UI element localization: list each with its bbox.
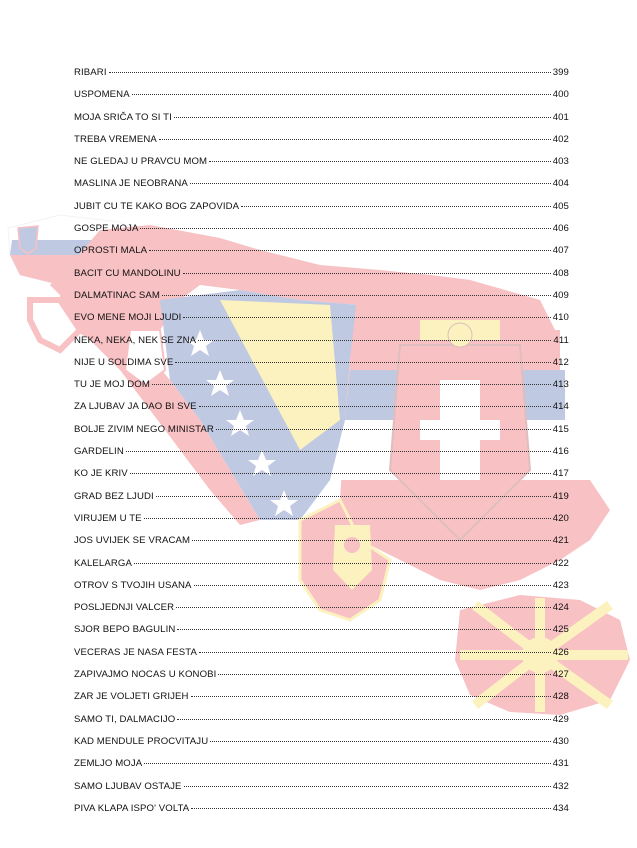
toc-dot-leader	[191, 696, 551, 697]
toc-entry-page-number: 402	[552, 133, 569, 145]
toc-entry[interactable]	[74, 67, 569, 89]
toc-dot-leader	[177, 719, 550, 720]
toc-entry-title: KO JE KRIV	[74, 468, 128, 480]
toc-entry-title: POSLJEDNJI VALCER	[74, 602, 175, 614]
toc-entry-page-number: 410	[552, 312, 569, 324]
toc-entry[interactable]	[74, 245, 569, 267]
toc-entry-title: OTROV S TVOJIH USANA	[74, 579, 192, 591]
toc-entry-page-number: 423	[552, 579, 569, 591]
toc-entry-page-number: 425	[552, 624, 569, 636]
toc-entry[interactable]	[74, 201, 569, 223]
toc-entry-page-number: 412	[552, 356, 569, 368]
toc-entry-page-number: 400	[552, 89, 569, 101]
toc-entry-page-number: 407	[552, 245, 569, 257]
toc-entry-page-number: 408	[552, 267, 569, 279]
toc-entry-page-number: 419	[552, 490, 569, 502]
toc-dot-leader	[192, 540, 551, 541]
toc-entry-page-number: 431	[552, 758, 569, 770]
toc-dot-leader	[177, 629, 550, 630]
toc-entry-title: ZAPIVAJMO NOCAS U KONOBI	[74, 669, 217, 681]
toc-entry[interactable]	[74, 491, 569, 513]
toc-entry-title: OPROSTI MALA	[74, 245, 148, 257]
toc-dot-leader	[183, 273, 551, 274]
toc-entry[interactable]	[74, 424, 569, 446]
toc-entry[interactable]	[74, 468, 569, 490]
toc-entry-title: ZA LJUBAV JA DAO BI SVE	[74, 401, 197, 413]
toc-entry[interactable]	[74, 781, 569, 803]
toc-entry-page-number: 427	[552, 669, 569, 681]
toc-dot-leader	[162, 295, 551, 296]
toc-entry[interactable]	[74, 156, 569, 178]
toc-dot-leader	[176, 607, 551, 608]
toc-entry-title: JUBIT CU TE KAKO BOG ZAPOVIDA	[74, 200, 240, 212]
toc-entry-page-number: 424	[552, 602, 569, 614]
toc-entry-title: GARDELIN	[74, 446, 124, 458]
toc-dot-leader	[130, 473, 551, 474]
toc-entry-page-number: 430	[552, 735, 569, 747]
toc-dot-leader	[140, 228, 550, 229]
toc-entry-title: SJOR BEPO BAGULIN	[74, 624, 176, 636]
toc-dot-leader	[191, 808, 550, 809]
toc-entry-title: NIJE U SOLDIMA SVE	[74, 356, 174, 368]
toc-entry-title: PIVA KLAPA ISPO' VOLTA	[74, 802, 190, 814]
toc-entry-page-number: 409	[552, 289, 569, 301]
toc-dot-leader	[184, 786, 551, 787]
toc-dot-leader	[144, 763, 550, 764]
toc-entry-title: VECERAS JE NASA FESTA	[74, 646, 197, 658]
toc-entry[interactable]	[74, 379, 569, 401]
toc-entry-page-number: 434	[552, 802, 569, 814]
toc-entry-page-number: 417	[552, 468, 569, 480]
toc-entry-title: NE GLEDAJ U PRAVCU MOM	[74, 156, 208, 168]
toc-entry[interactable]	[74, 580, 569, 602]
toc-entry[interactable]	[74, 602, 569, 624]
toc-dot-leader	[109, 72, 551, 73]
toc-entry-page-number: 416	[552, 446, 569, 458]
toc-entry[interactable]	[74, 401, 569, 423]
toc-entry-page-number: 411	[553, 334, 569, 346]
toc-entry[interactable]	[74, 268, 569, 290]
toc-dot-leader	[149, 250, 551, 251]
toc-entry-page-number: 421	[552, 535, 569, 547]
toc-entry-title: DALMATINAC SAM	[74, 289, 160, 301]
toc-dot-leader	[174, 117, 551, 118]
toc-dot-leader	[216, 429, 551, 430]
toc-entry[interactable]	[74, 758, 569, 780]
toc-dot-leader	[209, 161, 551, 162]
toc-entry[interactable]	[74, 624, 569, 646]
toc-entry-title: BOLJE ZIVIM NEGO MINISTAR	[74, 423, 214, 435]
toc-entry[interactable]	[74, 134, 569, 156]
toc-entry-page-number: 432	[552, 780, 569, 792]
toc-dot-leader	[198, 340, 551, 341]
toc-entry[interactable]	[74, 669, 569, 691]
toc-entry-page-number: 415	[552, 423, 569, 435]
toc-entry-page-number: 404	[552, 178, 569, 190]
toc-entry-title: MOJA SRIČA TO SI TI	[74, 111, 172, 123]
toc-dot-leader	[152, 384, 551, 385]
toc-dot-leader	[175, 362, 550, 363]
toc-dot-leader	[132, 94, 551, 95]
toc-entry-title: GOSPE MOJA	[74, 223, 139, 235]
toc-entry[interactable]	[74, 558, 569, 580]
toc-entry-title: NEKA, NEKA, NEK SE ZNA	[74, 334, 197, 346]
toc-entry[interactable]	[74, 736, 569, 758]
toc-entry[interactable]	[74, 446, 569, 468]
toc-dot-leader	[210, 741, 550, 742]
toc-entry-title: TREBA VREMENA	[74, 133, 157, 145]
toc-dot-leader	[144, 518, 551, 519]
toc-entry-title: KALELARGA	[74, 557, 132, 569]
toc-entry-title: MASLINA JE NEOBRANA	[74, 178, 188, 190]
toc-entry-title: RIBARI	[74, 67, 107, 78]
toc-dot-leader	[199, 652, 551, 653]
toc-entry-title: ZEMLJO MOJA	[74, 758, 143, 770]
toc-dot-leader	[199, 406, 551, 407]
toc-entry-page-number: 401	[552, 111, 569, 123]
toc-entry-title: BACIT CU MANDOLINU	[74, 267, 181, 279]
toc-entry-title: SAMO LJUBAV OSTAJE	[74, 780, 182, 792]
toc-entry-title: ZAR JE VOLJETI GRIJEH	[74, 691, 189, 703]
toc-entry-page-number: 406	[552, 223, 569, 235]
toc-entry-page-number: 420	[552, 512, 569, 524]
toc-dot-leader	[194, 585, 551, 586]
toc-entry[interactable]	[74, 803, 569, 825]
toc-entry[interactable]	[74, 290, 569, 312]
toc-entry-page-number: 422	[552, 557, 569, 569]
toc-entry[interactable]	[74, 714, 569, 736]
toc-entry[interactable]	[74, 223, 569, 245]
toc-entry[interactable]	[74, 357, 569, 379]
toc-dot-leader	[134, 563, 551, 564]
toc-dot-leader	[159, 139, 551, 140]
toc-entry-page-number: 414	[552, 401, 569, 413]
toc-entry[interactable]	[74, 312, 569, 334]
toc-entry-title: VIRUJEM U TE	[74, 512, 142, 524]
toc-entry[interactable]	[74, 691, 569, 713]
toc-entry-page-number: 429	[552, 713, 569, 725]
toc-entry-page-number: 426	[552, 646, 569, 658]
toc-dot-leader	[241, 206, 551, 207]
toc-entry-title: JOS UVIJEK SE VRACAM	[74, 535, 191, 547]
toc-entry-title: USPOMENA	[74, 89, 130, 101]
toc-entry[interactable]	[74, 89, 569, 111]
toc-dot-leader	[183, 317, 550, 318]
toc-entry[interactable]	[74, 178, 569, 200]
toc-entry-page-number: 399	[552, 67, 569, 78]
toc-entry-page-number: 428	[552, 691, 569, 703]
toc-entry-page-number: 403	[552, 156, 569, 168]
toc-entry[interactable]	[74, 647, 569, 669]
toc-entry-title: GRAD BEZ LJUDI	[74, 490, 154, 502]
toc-entry-title: SAMO TI, DALMACIJO	[74, 713, 176, 725]
toc-entry-page-number: 413	[552, 379, 569, 391]
toc-dot-leader	[126, 451, 551, 452]
table-of-contents	[74, 67, 569, 825]
toc-entry[interactable]	[74, 112, 569, 134]
toc-dot-leader	[190, 183, 551, 184]
toc-dot-leader	[218, 674, 550, 675]
toc-entry-page-number: 405	[552, 200, 569, 212]
toc-entry[interactable]	[74, 513, 569, 535]
toc-dot-leader	[156, 496, 551, 497]
toc-entry-title: TU JE MOJ DOM	[74, 379, 150, 391]
toc-entry[interactable]	[74, 335, 569, 357]
toc-entry-title: EVO MENE MOJI LJUDI	[74, 312, 182, 324]
toc-entry-title: KAD MENDULE PROCVITAJU	[74, 735, 209, 747]
toc-entry[interactable]	[74, 535, 569, 557]
